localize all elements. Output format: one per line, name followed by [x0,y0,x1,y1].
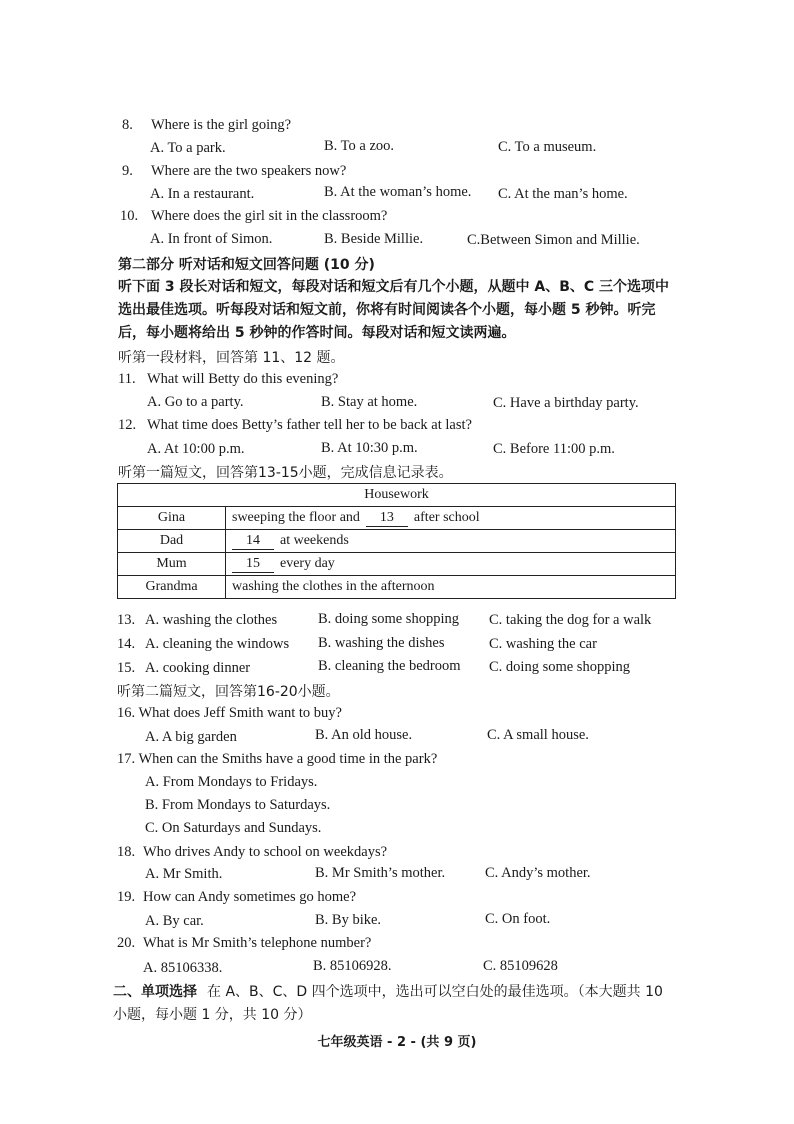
answer-blank: 13 [366,510,408,527]
option-b: B. Beside Millie. [324,231,424,247]
option-c: C. To a museum. [498,139,597,155]
question-stem: Where does the girl sit in the classroom? [151,208,388,224]
option-b: B. cleaning the bedroom [318,658,461,674]
chore-text: at weekends [280,532,349,548]
question-17-stem: 17. When can the Smiths have a good time in the park? [117,751,438,767]
table-row [118,530,676,553]
question-number: 14. [117,636,136,652]
section2-block [113,981,678,1027]
question-stem: What will Betty do this evening? [147,371,339,387]
chore-cell [226,553,676,576]
passage1-intro: 听第一篇短文，回答第13-15小题，完成信息记录表。 [118,465,453,481]
table-title: Housework [118,484,676,507]
housework-table [117,483,676,599]
option-a: A. Mr Smith. [145,866,223,882]
option-c: C.Between Simon and Millie. [467,232,640,248]
option-a: A. A big garden [145,729,237,745]
question-number: 15. [117,660,136,676]
chore-text: every day [280,555,335,571]
person-name: Dad [118,530,226,553]
question-number: 19. [117,889,136,905]
part2-instruction: 听下面 3 段长对话和短文，每段对话和短文后有几个小题，从题中 A、B、C 三个选项中选出最佳选项。听每段对话和短文前，你将有时间阅读各个小题，每小题 5 秒钟。听完后，每小题将给出 5 秒钟的作答时间。每段对话和短文读两遍。 [118,279,670,341]
table-row [118,553,676,576]
question-number: 10. [120,208,139,224]
material1-intro: 听第一段材料，回答第 11、12 题。 [118,350,345,366]
option-b: B. By bike. [315,912,382,928]
option-c: C. At the man’s home. [498,186,628,202]
option-b: B. 85106928. [313,958,392,974]
option-c: C. Have a birthday party. [493,395,639,411]
table-row [118,576,676,599]
part2-heading: 第二部分 听对话和短文回答问题 (10 分) [118,257,375,273]
option-b: B. From Mondays to Saturdays. [145,797,331,813]
option-a: A. cooking dinner [145,660,251,676]
chore-text: after school [413,509,480,525]
question-stem: What is Mr Smith’s telephone number? [143,935,372,951]
option-b: B. To a zoo. [324,138,395,154]
option-c: C. On Saturdays and Sundays. [145,820,322,836]
option-c: C. On foot. [485,911,551,927]
option-c: C. Before 11:00 p.m. [493,441,615,457]
person-name: Grandma [118,576,226,599]
question-number: 8. [122,117,133,133]
question-stem: What time does Betty’s father tell her to be back at last? [147,417,472,433]
person-name: Gina [118,507,226,530]
option-b: B. At 10:30 p.m. [321,440,418,456]
option-b: B. washing the dishes [318,635,445,651]
option-a: A. At 10:00 p.m. [147,441,245,457]
option-b: B. Mr Smith’s mother. [315,865,446,881]
option-a: A. cleaning the windows [145,636,290,652]
option-c: C. 85109628 [483,958,558,974]
chore-text: sweeping the floor and [232,509,360,525]
chore-cell [226,530,676,553]
page-footer: 七年级英语 - 2 - (共 9 页) [317,1035,477,1050]
option-c: C. A small house. [487,727,589,743]
option-a: A. To a park. [150,140,226,156]
option-b: B. At the woman’s home. [324,184,472,200]
table-row [118,507,676,530]
option-b: B. doing some shopping [318,611,459,627]
option-c: C. doing some shopping [489,659,630,675]
option-a: A. 85106338. [143,960,223,976]
option-a: A. By car. [145,913,204,929]
option-a: A. washing the clothes [145,612,278,628]
question-number: 18. [117,844,136,860]
option-c: C. Andy’s mother. [485,865,591,881]
section2-heading: 二、单项选择 [113,984,197,1000]
question-16-stem: 16. What does Jeff Smith want to buy? [117,705,342,721]
option-a: A. From Mondays to Fridays. [145,774,318,790]
question-number: 12. [118,417,137,433]
question-number: 13. [117,612,136,628]
chore-cell: washing the clothes in the afternoon [226,576,676,599]
question-number: 20. [117,935,136,951]
answer-blank: 14 [232,533,274,550]
section2-text: 在 A、B、C、D 四个选项中，选出可以空白处的最佳选项。（本大题共 10 小题，每小题 1 分，共 10 分） [113,984,663,1023]
option-c: C. washing the car [489,636,597,652]
option-c: C. taking the dog for a walk [489,612,652,628]
passage2-intro: 听第二篇短文，回答第16-20小题。 [117,684,340,700]
option-a: A. In front of Simon. [150,231,273,247]
chore-cell [226,507,676,530]
person-name: Mum [118,553,226,576]
question-number: 11. [118,371,136,387]
answer-blank: 15 [232,556,274,573]
question-stem: How can Andy sometimes go home? [143,889,357,905]
option-a: A. Go to a party. [147,394,244,410]
question-number: 9. [122,163,133,179]
question-stem: Who drives Andy to school on weekdays? [143,844,388,860]
option-a: A. In a restaurant. [150,186,255,202]
option-b: B. Stay at home. [321,394,418,410]
option-b: B. An old house. [315,727,413,743]
question-stem: Where are the two speakers now? [151,163,347,179]
question-stem: Where is the girl going? [151,117,292,133]
